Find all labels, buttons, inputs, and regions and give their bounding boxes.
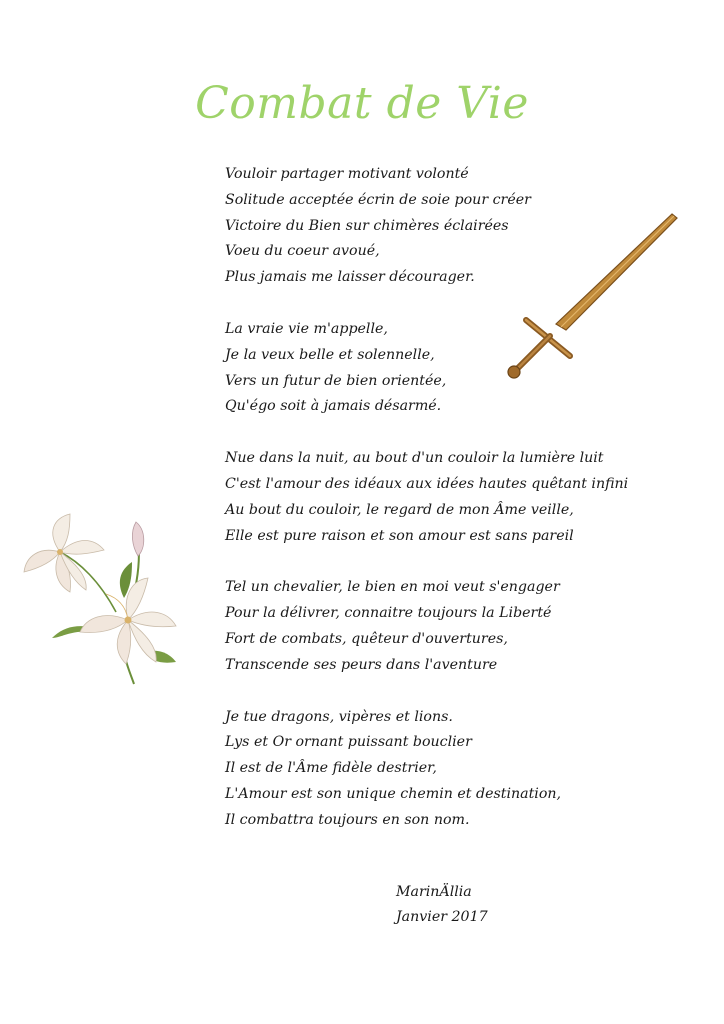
poem-line: Je la veux belle et solennelle, <box>225 346 435 363</box>
poem-line: La vraie vie m'appelle, <box>225 320 388 337</box>
stanza-3 <box>225 446 645 549</box>
author-name: MarinÄllia <box>396 884 472 900</box>
stanza-1 <box>225 162 645 291</box>
poem-line: Qu'égo soit à jamais désarmé. <box>225 398 442 415</box>
poem-line: Nue dans la nuit, au bout d'un couloir la lumière luit <box>225 450 604 467</box>
poem-line: Lys et Or ornant puissant bouclier <box>225 734 472 751</box>
poem-line: Solitude acceptée écrin de soie pour créer <box>225 191 531 208</box>
poem-line: Transcende ses peurs dans l'aventure <box>225 656 498 673</box>
poem-date: Janvier 2017 <box>396 909 488 925</box>
poem-body <box>225 162 645 860</box>
lily-flower-icon <box>20 512 190 688</box>
poem-title: Combat de Vie <box>195 78 529 129</box>
poem-line: Pour la délivrer, connaitre toujours la Liberté <box>225 605 552 622</box>
poem-line: Vouloir partager motivant volonté <box>225 166 469 182</box>
poem-line: Fort de combats, quêteur d'ouvertures, <box>225 630 508 647</box>
signature <box>396 880 516 930</box>
poem-line: Victoire du Bien sur chimères éclairées <box>225 217 509 234</box>
poem-line: Au bout du couloir, le regard de mon Âme veille, <box>225 501 574 518</box>
stanza-2 <box>225 317 645 420</box>
poem-line: Il est de l'Âme fidèle destrier, <box>225 760 437 777</box>
poem-line: Tel un chevalier, le bien en moi veut s'engager <box>225 579 560 596</box>
poem-line: L'Amour est son unique chemin et destination, <box>225 785 562 802</box>
poem-line: Voeu du coeur avoué, <box>225 243 380 260</box>
poem-line: Je tue dragons, vipères et lions. <box>225 708 453 725</box>
poem-line: Vers un futur de bien orientée, <box>225 372 447 389</box>
poem-line: C'est l'amour des idéaux aux idées hautes quêtant infini <box>225 475 629 492</box>
poem-line: Il combattra toujours en son nom. <box>225 811 470 828</box>
poem-line: Elle est pure raison et son amour est sans pareil <box>225 527 574 544</box>
stanza-5 <box>225 705 645 834</box>
poem-line: Plus jamais me laisser décourager. <box>225 269 475 286</box>
stanza-4 <box>225 575 645 678</box>
